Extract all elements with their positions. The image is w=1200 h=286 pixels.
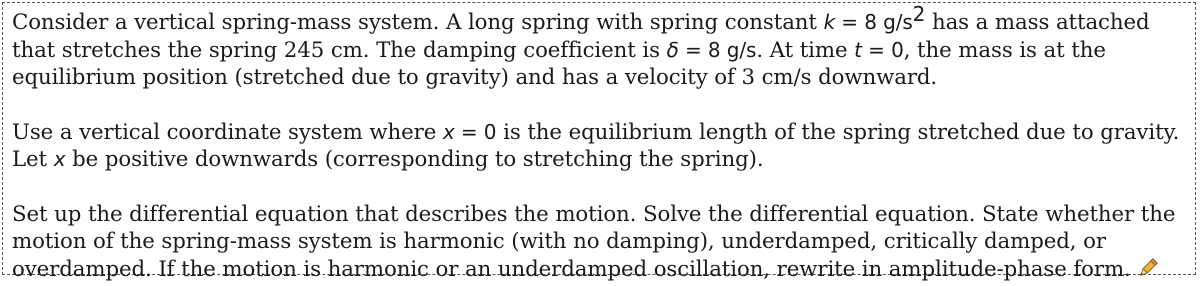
setup-text-3: . At time	[756, 37, 855, 63]
tasks-text: Set up the differential equation that describes the motion. Solve the differential equation. State whether the motion of the spring-mass system is harmonic (with no damping), underdamped, critically damped, or overdamped. If the motion is harmonic or an underdamped oscillation, rewrite in amplitude-phase form.	[12, 201, 1176, 282]
setup-text-4: , the mass is at the equilibrium position (stretched due to gravity) and has a velocity of 3 cm/s downward.	[12, 37, 1106, 90]
position-symbol-2: x	[53, 147, 66, 171]
coordinates-text-3: be positive downwards (corresponding to stretching the spring).	[65, 147, 764, 172]
pencil-icon-svg	[1137, 257, 1159, 279]
position-value: = 0	[454, 119, 497, 144]
problem-paragraph-tasks	[12, 201, 1185, 284]
coordinates-text-2: is the equilibrium length of the spring stretched due to gravity. Let	[12, 119, 1180, 172]
problem-statement-box	[2, 2, 1196, 282]
time-value: = 0	[861, 37, 904, 62]
damping-value: = 8 g/s	[678, 37, 757, 62]
spring-constant-value: = 8 g/s	[835, 10, 913, 34]
pencil-icon[interactable]	[1137, 257, 1159, 279]
spring-constant-exponent: 2	[912, 2, 926, 26]
damping-symbol: δ	[666, 37, 679, 62]
coordinates-text-1: Use a vertical coordinate system where	[12, 119, 443, 145]
setup-text-1: Consider a vertical spring-mass system. A long spring with spring constant	[12, 10, 824, 35]
problem-paragraph-coordinates	[12, 119, 1185, 174]
problem-paragraph-setup	[12, 2, 1185, 92]
position-symbol: x	[442, 119, 455, 144]
time-symbol: t	[854, 37, 862, 62]
setup-text-2: has a mass attached that stretches the spring 245 cm. The damping coefficient is	[12, 10, 1150, 63]
spring-constant-symbol: k	[823, 10, 836, 34]
